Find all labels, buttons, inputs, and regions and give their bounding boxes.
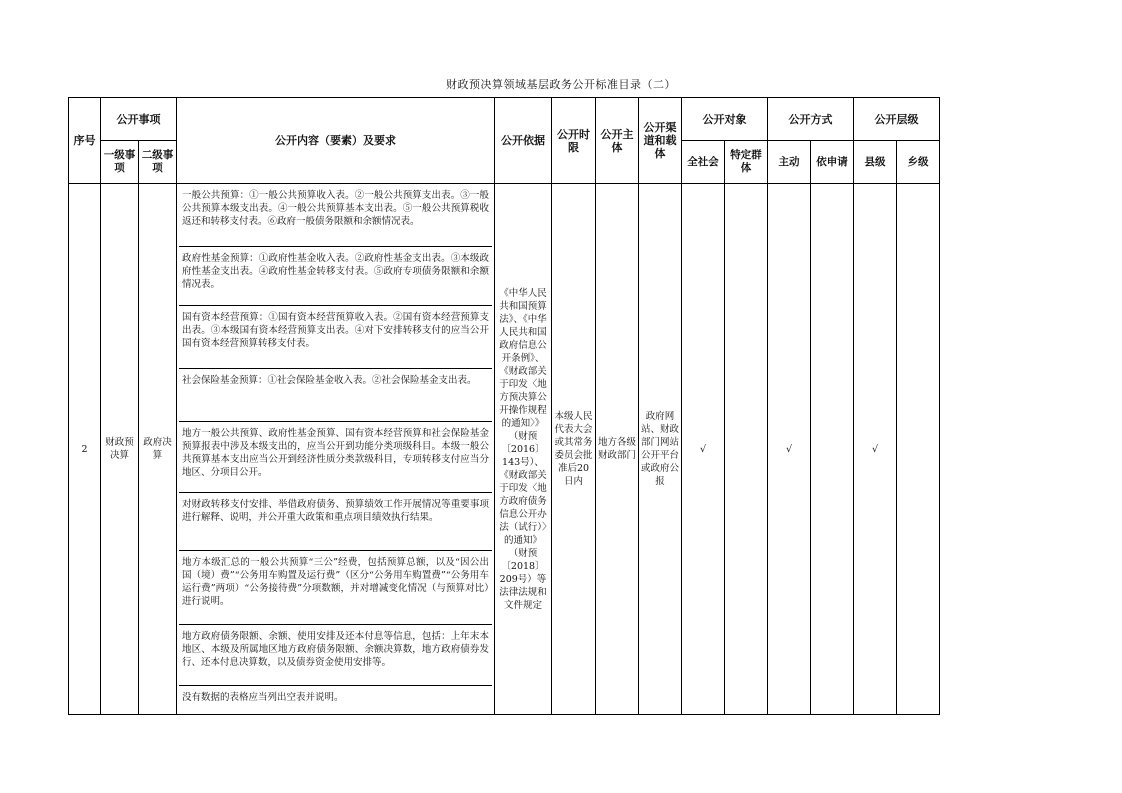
row-level-township-check — [897, 184, 940, 715]
header-level-county: 县级 — [854, 141, 897, 184]
row-audience-all-check: √ — [682, 184, 725, 715]
header-content: 公开内容（要素）及要求 — [177, 98, 495, 184]
standard-catalog-table — [68, 97, 940, 715]
header-audience-group: 公开对象 — [682, 98, 768, 141]
header-level-group: 公开层级 — [854, 98, 940, 141]
row-level-county-check: √ — [854, 184, 897, 715]
row-level1-item: 财政预决算 — [101, 184, 139, 715]
header-subject: 公开主体 — [596, 98, 639, 184]
header-audience-specific: 特定群体 — [725, 141, 768, 184]
header-level-township: 乡级 — [897, 141, 940, 184]
content-item: 地方政府债务限额、余额、使用安排及还本付息等信息，包括：上年末本地区、本级及所属地区地方政府债务限额、余额决算数，地方政府债券发行、还本付息决算数，以及债券资金使用安排等。 — [179, 625, 492, 686]
row-channel: 政府网站、财政部门网站公开平台或政府公报 — [639, 184, 682, 715]
row-content-list — [177, 184, 495, 715]
header-seq: 序号 — [69, 98, 101, 184]
header-time-limit: 公开时限 — [552, 98, 596, 184]
row-level2-item: 政府决算 — [139, 184, 177, 715]
header-level2-item: 二级事项 — [139, 141, 177, 184]
content-item: 一般公共预算：①一般公共预算收入表。②一般公共预算支出表。③一般公共预算本级支出表。④一般公共预算基本支出表。⑤一般公共预算税收返还和转移支付表。⑥政府一般债务限额和余额情况表。 — [179, 184, 492, 247]
content-item: 社会保险基金预算：①社会保险基金收入表。②社会保险基金支出表。 — [179, 369, 492, 422]
row-seq: 2 — [69, 184, 101, 715]
content-item: 没有数据的表格应当列出空表并说明。 — [182, 692, 344, 703]
row-method-request-check — [811, 184, 854, 715]
content-item: 地方本级汇总的一般公共预算“三公”经费，包括预算总额，以及“因公出国（境）费”“公务用车购置及运行费”（区分“公务用车购置费”“公务用车运行费”两项）“公务接待费”分项数额，并对增减变化情况（与预算对比）进行说明。 — [179, 551, 492, 625]
content-item: 国有资本经营预算：①国有资本经营预算收入表。②国有资本经营预算支出表。③本级国有资本经营预算支出表。④对下安排转移支付的应当公开国有资本经营预算转移支付表。 — [179, 306, 492, 369]
header-channel: 公开渠道和载体 — [639, 98, 682, 184]
row-subject: 地方各级财政部门 — [596, 184, 639, 715]
row-audience-specific-check — [725, 184, 768, 715]
table-row — [69, 184, 940, 715]
document-title: 财政预决算领域基层政务公开标准目录（二） — [446, 78, 676, 91]
row-basis: 《中华人民共和国预算法》、《中华人民共和国政府信息公开条例》、《财政部关于印发〈地方预决算公开操作规程的通知〉》（财预〔2016〕143号）、《财政部关于印发〈地方政府债务信息公开办法（试行）〉的通知》（财预〔2018〕209号）等法律法规和文件规定 — [495, 184, 552, 715]
header-item-group: 公开事项 — [101, 98, 177, 141]
row-time-limit: 本级人民代表大会或其常务委员会批准后20日内 — [552, 184, 596, 715]
content-item: 地方一般公共预算、政府性基金预算、国有资本经营预算和社会保险基金预算报表中涉及本级支出的，应当公开到功能分类项级科目。本级一般公共预算基本支出应当公开到经济性质分类款级科目，专项转移支付应当分地区、分项目公开。 — [179, 422, 492, 493]
content-item: 对财政转移支付安排、举借政府债务、预算绩效工作开展情况等重要事项进行解释、说明，并公开重大政策和重点项目绩效执行结果。 — [179, 493, 492, 551]
content-item: 政府性基金预算：①政府性基金收入表。②政府性基金支出表。③本级政府性基金支出表。④政府性基金转移支付表。⑤政府专项债务限额和余额情况表。 — [179, 247, 492, 306]
header-basis: 公开依据 — [495, 98, 552, 184]
header-method-request: 依申请 — [811, 141, 854, 184]
row-method-active-check: √ — [768, 184, 811, 715]
header-method-group: 公开方式 — [768, 98, 854, 141]
header-method-active: 主动 — [768, 141, 811, 184]
header-level1-item: 一级事项 — [101, 141, 139, 184]
header-audience-all: 全社会 — [682, 141, 725, 184]
